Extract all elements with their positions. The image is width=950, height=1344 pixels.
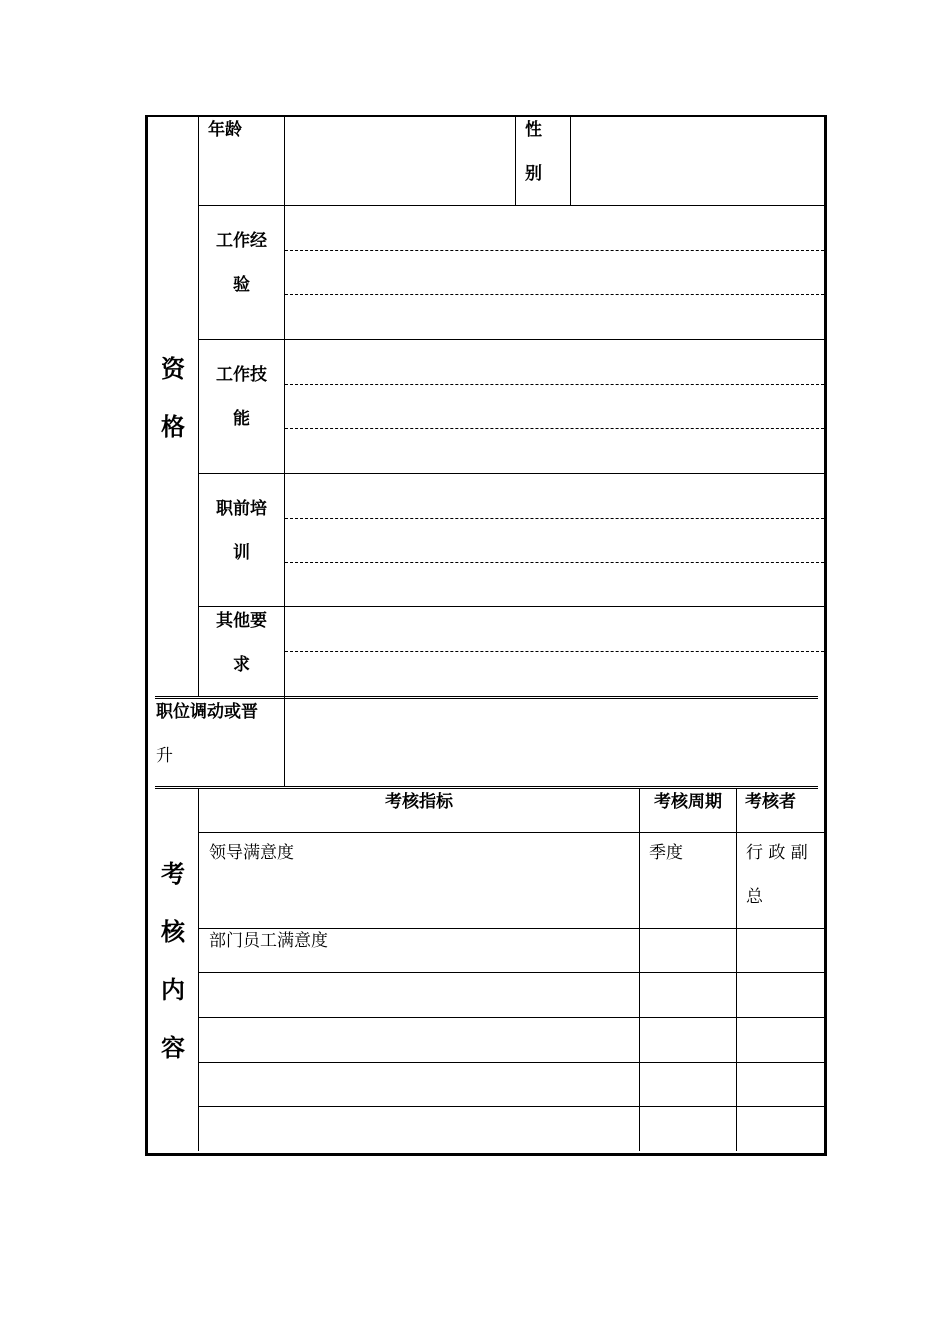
- indicator-period-divider: [639, 789, 640, 1151]
- indicator-cell[interactable]: [209, 1064, 629, 1104]
- qual-label-char-2: 格: [161, 413, 185, 441]
- indicator-cell[interactable]: [209, 974, 629, 1016]
- row-divider-experience: [199, 339, 824, 340]
- gender-label-line-1: 性: [525, 120, 542, 140]
- period-cell[interactable]: [649, 1108, 729, 1150]
- period-assessor-divider: [736, 789, 737, 1151]
- assess-label-char-3: 内: [161, 976, 185, 1004]
- experience-line-2[interactable]: [285, 294, 824, 295]
- other-requirements-label: [199, 599, 284, 687]
- indicator-cell[interactable]: [209, 1108, 629, 1150]
- age-gender-divider: [515, 116, 516, 205]
- skills-line-2[interactable]: [285, 428, 824, 429]
- transfer-label-line-2: 升: [156, 746, 173, 766]
- indicator-cell: 领导满意度: [209, 843, 294, 863]
- row-divider-training: [199, 606, 824, 607]
- assessor-cell[interactable]: [746, 1064, 816, 1104]
- indicator-cell[interactable]: [209, 1019, 629, 1061]
- row-divider-age: [199, 205, 824, 206]
- outer-right-border: [824, 116, 827, 1156]
- age-value-field[interactable]: [286, 118, 514, 204]
- work-skills-label-line-1: 工作技: [216, 365, 267, 385]
- gender-label: [525, 108, 542, 196]
- indicator-cell: 部门员工满意度: [209, 931, 328, 951]
- age-label: 年龄: [208, 120, 242, 140]
- pre-job-training-label: [199, 487, 284, 575]
- outer-bottom-border: [145, 1153, 827, 1156]
- training-line-1[interactable]: [285, 518, 824, 519]
- skills-line-1[interactable]: [285, 384, 824, 385]
- work-experience-label: [199, 219, 284, 307]
- assess-label-char-4: 容: [161, 1034, 185, 1062]
- assessor-cell[interactable]: [746, 1019, 816, 1061]
- period-cell[interactable]: [649, 974, 729, 1016]
- gender-value-field[interactable]: [572, 118, 823, 204]
- pre-job-training-label-line-1: 职前培: [216, 499, 267, 519]
- other-requirements-label-line-2: 求: [233, 655, 250, 675]
- assessor-header: 考核者: [745, 792, 796, 812]
- experience-line-1[interactable]: [285, 250, 824, 251]
- assessor-cell-line-1: 行 政 副: [746, 843, 808, 863]
- assessor-cell-line-2: 总: [746, 887, 763, 907]
- assessment-row-divider-4: [199, 1062, 824, 1063]
- training-line-2[interactable]: [285, 562, 824, 563]
- period-header: 考核周期: [654, 792, 722, 812]
- assessor-cell[interactable]: [746, 974, 816, 1016]
- assessor-cell[interactable]: [746, 1108, 816, 1150]
- indicator-header: 考核指标: [385, 792, 453, 812]
- assessment-section-label: [148, 845, 198, 1077]
- subfield-label-divider: [284, 116, 285, 786]
- work-skills-label: [199, 353, 284, 441]
- assess-label-char-1: 考: [161, 860, 185, 888]
- period-cell: 季度: [649, 843, 683, 863]
- outer-top-border: [145, 115, 827, 117]
- gender-value-divider: [570, 116, 571, 205]
- other-line-1[interactable]: [285, 651, 824, 652]
- qualifications-section-label: [148, 340, 198, 456]
- transfer-promotion-label: [156, 690, 258, 778]
- assessment-row-divider-2: [199, 972, 824, 973]
- work-experience-label-line-2: 验: [233, 275, 250, 295]
- work-experience-label-line-1: 工作经: [216, 231, 267, 251]
- row-divider-skills: [199, 473, 824, 474]
- assessor-cell: [746, 831, 808, 919]
- assessment-label-divider: [198, 789, 199, 1151]
- assessment-row-divider-3: [199, 1017, 824, 1018]
- period-cell[interactable]: [649, 1019, 729, 1061]
- period-cell[interactable]: [649, 1064, 729, 1104]
- gender-label-line-2: 别: [525, 164, 542, 184]
- transfer-promotion-field[interactable]: [286, 700, 824, 786]
- assessor-cell[interactable]: [746, 919, 816, 963]
- assessment-row-divider-5: [199, 1106, 824, 1107]
- other-requirements-label-line-1: 其他要: [216, 611, 267, 631]
- assess-label-char-2: 核: [161, 918, 185, 946]
- transfer-label-line-1: 职位调动或晋: [156, 702, 258, 722]
- period-cell[interactable]: [649, 919, 729, 963]
- work-skills-label-line-2: 能: [233, 409, 250, 429]
- pre-job-training-label-line-2: 训: [233, 543, 250, 563]
- qual-label-char-1: 资: [161, 355, 185, 383]
